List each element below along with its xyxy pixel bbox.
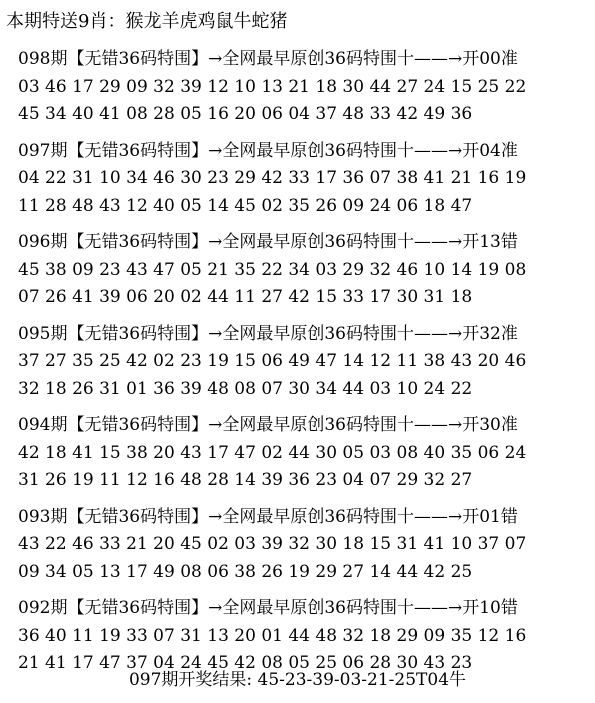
record-title-text: 098期【无错36码特围】→全网最早原创36码特围十——→开00准	[18, 49, 518, 69]
number-row-text: 32 18 26 31 01 36 39 48 08 07 30 34 44 03 10 24 22	[18, 378, 473, 399]
number-row-text: 31 26 19 11 12 16 48 28 14 39 36 23 04 07 29 32 27	[18, 470, 473, 490]
record-title	[18, 412, 588, 440]
record-093	[18, 504, 588, 587]
number-row	[18, 348, 588, 376]
record-title	[18, 46, 588, 74]
record-title	[18, 138, 588, 166]
number-row-text: 36 40 11 19 33 07 31 13 20 01 44 48 32 18 29 09 35 12 16	[18, 625, 527, 646]
record-title-text: 094期【无错36码特围】→全网最早原创36码特围十——→开30准	[18, 415, 518, 435]
number-row-text: 45 38 09 23 43 47 05 21 35 22 34 03 29 32 46 10 14 19 08	[18, 259, 527, 280]
record-title	[18, 504, 588, 532]
record-title	[18, 321, 588, 349]
record-097	[18, 138, 588, 221]
record-title-text: 093期【无错36码特围】→全网最早原创36码特围十——→开01错	[18, 506, 518, 527]
header-zodiac-line: 本期特送9肖：猴龙羊虎鸡鼠牛蛇猪	[6, 11, 288, 32]
number-row-text: 11 28 48 43 12 40 05 14 45 02 35 26 09 24 06 18 47	[18, 195, 473, 216]
number-row	[18, 101, 588, 129]
number-row-text: 37 27 35 25 42 02 23 19 15 06 49 47 14 12 11 38 43 20 46	[18, 351, 527, 371]
number-row	[18, 467, 588, 495]
number-row-text: 07 26 41 39 06 20 02 44 11 27 42 15 33 17 30 31 18	[18, 287, 473, 307]
records-list	[18, 46, 588, 687]
record-title-text: 097期【无错36码特围】→全网最早原创36码特围十——→开04准	[18, 140, 518, 161]
record-title-text: 092期【无错36码特围】→全网最早原创36码特围十——→开10错	[18, 598, 518, 618]
number-row-text: 45 34 40 41 08 28 05 16 20 06 04 37 48 33 42 49 36	[18, 104, 473, 124]
number-row-text: 09 34 05 13 17 49 08 06 38 26 19 29 27 14 44 42 25	[18, 561, 473, 582]
record-094	[18, 412, 588, 495]
record-title-text: 096期【无错36码特围】→全网最早原创36码特围十——→开13错	[18, 232, 518, 252]
number-row	[18, 74, 588, 102]
number-row	[18, 559, 588, 587]
number-row	[18, 440, 588, 468]
record-096	[18, 229, 588, 312]
number-row	[18, 376, 588, 404]
number-row	[18, 531, 588, 559]
number-row-text: 21 41 17 47 37 04 24 45 42 08 05 25 06 28 30 43 23	[18, 653, 473, 673]
number-row	[18, 193, 588, 221]
record-092	[18, 595, 588, 678]
number-row-text: 43 22 46 33 21 20 45 02 03 39 32 30 18 15 31 41 10 37 07	[18, 534, 527, 554]
number-row-text: 03 46 17 29 09 32 39 12 10 13 21 18 30 44 27 24 15 25 22	[18, 76, 527, 97]
record-098	[18, 46, 588, 129]
draw-result-line: 097期开奖结果: 45-23-39-03-21-25T04牛	[128, 670, 467, 690]
record-095	[18, 321, 588, 404]
record-title-text: 095期【无错36码特围】→全网最早原创36码特围十——→开32准	[18, 323, 518, 344]
number-row	[18, 623, 588, 651]
record-title	[18, 229, 588, 257]
number-row	[18, 165, 588, 193]
number-row-text: 42 18 41 15 38 20 43 17 47 02 44 30 05 03 08 40 35 06 24	[18, 442, 527, 463]
record-title	[18, 595, 588, 623]
number-row	[18, 257, 588, 285]
number-row-text: 04 22 31 10 34 46 30 23 29 42 33 17 36 07 38 41 21 16 19	[18, 168, 527, 188]
number-row	[18, 284, 588, 312]
